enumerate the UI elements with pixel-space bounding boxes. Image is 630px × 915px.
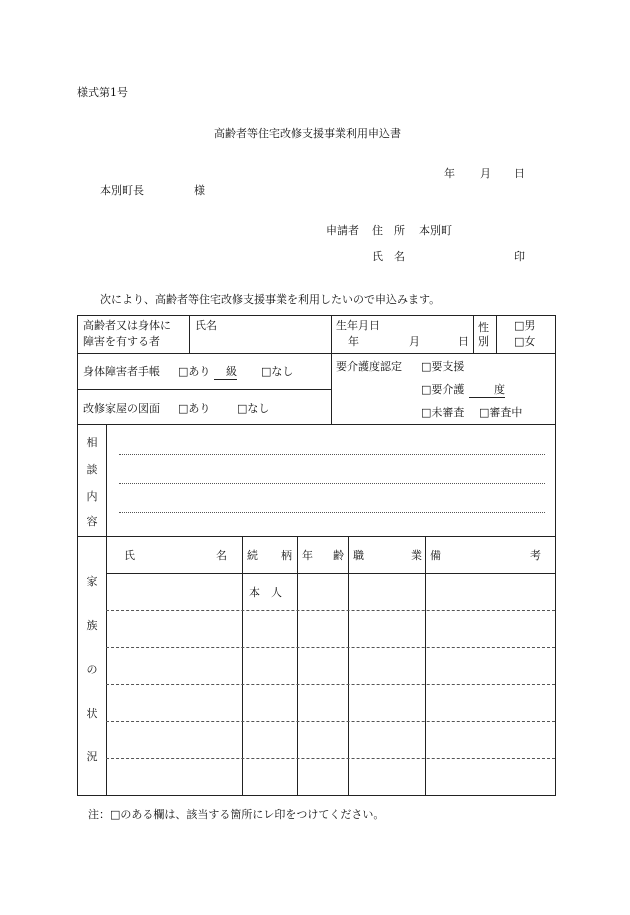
disability-grade-field[interactable] — [214, 365, 237, 380]
care-support-checkbox[interactable]: □要支援 — [421, 360, 465, 373]
consult-char-1: 相 — [86, 436, 98, 449]
care-degree-field[interactable] — [469, 383, 505, 398]
family-row-divider — [106, 647, 555, 648]
care-examining-checkbox[interactable]: □審査中 — [479, 406, 523, 419]
consult-char-3: 内 — [86, 490, 98, 503]
person-label-line2: 障害を有する者 — [83, 335, 160, 348]
applicant-label: 申請者 — [326, 224, 359, 237]
applicant-name-label: 氏 名 — [372, 250, 405, 263]
header-remarks-2: 考 — [530, 549, 541, 562]
addressee-honorific: 様 — [194, 184, 205, 197]
family-row-divider — [106, 684, 555, 685]
footnote: 注：□のある欄は、該当する箇所にレ印をつけてください。 — [88, 808, 385, 821]
sex-label-2: 別 — [478, 335, 489, 348]
family-row-self-relation: 本 人 — [249, 586, 282, 599]
family-char-3: の — [86, 663, 98, 676]
family-row-divider — [106, 721, 555, 722]
consult-char-2: 談 — [86, 463, 98, 476]
sex-label-1: 性 — [478, 321, 489, 334]
header-name-1: 氏 — [124, 549, 135, 562]
sex-male-checkbox[interactable]: □男 — [514, 319, 536, 332]
house-plan-no-checkbox[interactable]: □なし — [237, 402, 270, 415]
family-char-5: 況 — [86, 750, 98, 763]
header-name-2: 名 — [216, 549, 227, 562]
house-plan-yes-checkbox[interactable]: □あり — [178, 402, 211, 415]
care-degree-label: 度 — [494, 383, 505, 396]
date-month-label: 月 — [480, 167, 491, 180]
addressee-name: 本別町長 — [100, 184, 144, 197]
header-remarks-1: 備 — [430, 549, 441, 562]
form-number: 様式第1号 — [77, 86, 128, 99]
person-label-line1: 高齢者又は身体に — [83, 319, 171, 332]
house-plan-label: 改修家屋の図面 — [83, 402, 160, 415]
page-title: 高齢者等住宅改修支援事業利用申込書 — [214, 127, 401, 140]
sex-female-checkbox[interactable]: □女 — [514, 335, 536, 348]
birth-year-label: 年 — [348, 335, 359, 348]
seal-mark: 印 — [514, 250, 525, 263]
consult-line-3[interactable] — [119, 512, 545, 513]
family-char-4: 状 — [86, 707, 98, 720]
care-required-checkbox[interactable]: □要介護 — [421, 383, 465, 396]
header-relation-1: 続 — [247, 549, 258, 562]
care-level-label: 要介護度認定 — [336, 360, 402, 373]
name-label: 氏名 — [195, 319, 217, 332]
date-day-label: 日 — [514, 167, 525, 180]
birth-date-label: 生年月日 — [336, 319, 380, 332]
consult-line-1[interactable] — [119, 454, 545, 455]
family-char-2: 族 — [86, 619, 98, 632]
disability-no-checkbox[interactable]: □なし — [261, 365, 294, 378]
care-unexamined-checkbox[interactable]: □未審査 — [421, 406, 465, 419]
date-year-label: 年 — [444, 167, 455, 180]
consult-char-4: 容 — [86, 515, 98, 528]
application-form-table — [77, 315, 556, 796]
applicant-address-value: 本別町 — [419, 224, 452, 237]
family-row-divider — [106, 758, 555, 759]
birth-day-label: 日 — [458, 335, 469, 348]
disability-grade-label: 級 — [226, 365, 237, 378]
header-age-2: 齢 — [333, 549, 344, 562]
birth-month-label: 月 — [409, 335, 420, 348]
family-char-1: 家 — [86, 575, 98, 588]
disability-yes-checkbox[interactable]: □あり — [178, 365, 211, 378]
intro-text: 次により、高齢者等住宅改修支援事業を利用したいので申込みます。 — [100, 293, 441, 306]
applicant-address-label: 住 所 — [372, 224, 405, 237]
header-job-1: 職 — [353, 549, 364, 562]
header-job-2: 業 — [411, 549, 422, 562]
family-row-divider — [106, 610, 555, 611]
header-age-1: 年 — [302, 549, 313, 562]
disability-handbook-label: 身体障害者手帳 — [83, 365, 160, 378]
header-relation-2: 柄 — [281, 549, 292, 562]
consult-line-2[interactable] — [119, 483, 545, 484]
